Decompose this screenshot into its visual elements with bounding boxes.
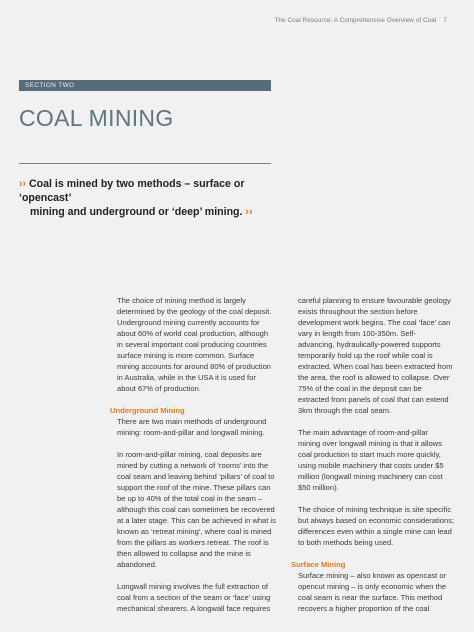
divider-rule	[19, 163, 271, 164]
paragraph-longwall-continued: careful planning to ensure favourable geology exists throughout the section before development work begins. The coal ‘face’ can vary in length from 100-350m. Self- advancing, hydraulically-powered supports temporarily hold up the roof while coal is extracted. When coal has been extracted from the area, the roof is allowed to collapse. Over 75% of the coal in the deposit can be extracted from panels of coal that can extend 3km through the coal seam.	[298, 296, 453, 415]
intro-line-2: mining and underground or ‘deep’ mining. ››	[30, 206, 253, 218]
page-title: COAL MINING	[19, 105, 174, 131]
page-number: 7	[443, 17, 447, 24]
paragraph-surface-mining: Surface mining – also known as opencast or opencut mining – is only economic when the coal seam is near the surface. This method recovers a higher proportion of the coal	[298, 571, 447, 613]
surface-mining-heading: Surface Mining	[291, 560, 346, 569]
running-header	[26, 17, 447, 24]
chevron-close-icon: ››	[245, 206, 253, 218]
paragraph-underground-methods: There are two main methods of underground mining: room-and-pillar and longwall mining.	[117, 417, 267, 437]
chevron-open-icon: ››	[19, 178, 27, 190]
paragraph-main-advantage: The main advantage of room-and-pillar mining over longwall mining is that it allows coal production to start much more quickly, using mobile machinery that costs under $5 million (longwall mining machinery can cost $50 million).	[298, 428, 444, 492]
running-title: The Coal Resource: A Comprehensive Overview of Coal	[274, 17, 437, 24]
left-column	[110, 295, 277, 614]
right-column	[291, 295, 460, 614]
intro-line-1: ›› Coal is mined by two methods – surface or ‘opencast’	[19, 178, 245, 204]
paragraph-room-and-pillar: In room-and-pillar mining, coal deposits are mined by cutting a network of ‘rooms’ into the coal seam and leaving behind ‘pillars’ of coal to support the roof of the mine. These pillars can be up to 40% of the total coal in the seam – although this coal can sometimes be recovered at a later stage. This can be achieved in what is known as ‘retreat mining’, where coal is mined from the pillars as workers retreat. The roof is then allowed to collapse and the mine is abandoned.	[117, 450, 276, 569]
paragraph-longwall: Longwall mining involves the full extraction of coal from a section of the seam or ‘face’ using mechanical shearers. A longwall face requires	[117, 582, 271, 613]
paragraph-mining-method: The choice of mining method is largely determined by the geology of the coal deposit. Underground mining currently accounts for about 60% of world coal production, although in several important coal producing countries surface mining is more common. Surface mining accounts for around 80% of production in Australia, while in the USA it is used for about 67% of production.	[117, 296, 272, 393]
section-label-bar	[19, 80, 271, 91]
underground-mining-heading: Underground Mining	[110, 406, 185, 415]
intro-statement	[19, 177, 289, 219]
paragraph-technique-choice: The choice of mining technique is site specific but always based on economic considerations; differences even within a single mine can lead to both methods being used.	[298, 505, 455, 547]
section-label: SECTION TWO	[25, 82, 75, 89]
